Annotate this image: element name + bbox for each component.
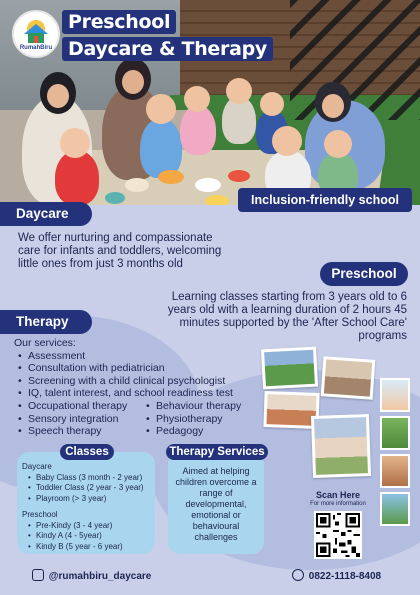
class-item: • Playroom (> 3 year) [22,494,154,505]
page-title [62,10,273,64]
qr-code[interactable] [314,511,362,559]
instagram-icon [32,569,44,581]
class-item: • Kindy B (5 year - 6 year) [22,542,154,553]
services-intro: Our services: [14,337,76,349]
class-item: • Baby Class (3 month - 2 year) [22,473,154,484]
classes-heading: Classes [60,444,114,460]
therapy-services-description: Aimed at helping children overcome a range of developmental, emotional or behavioural challenges [175,466,257,542]
service-item: • Consultation with pediatrician [14,362,284,375]
qr-title: Scan Here [315,490,361,500]
photo-classroom [261,347,318,390]
class-item: • Kindy A (4 - 5year) [22,531,154,542]
inclusion-badge: Inclusion-friendly school [238,188,412,212]
qr-code-icon [316,513,360,557]
therapy-services-heading: Therapy Services [166,444,268,460]
therapy-heading: Therapy [0,310,92,334]
service-item: • Behaviour therapy [142,400,241,413]
service-item: • Speech therapy [14,425,142,438]
daycare-heading: Daycare [0,202,92,226]
qr-subtitle: For more information [310,501,366,507]
whatsapp-text: 0822-1118-8408 [308,571,382,582]
class-item: • Pre-Kindy (3 - 4 year) [22,521,154,532]
photo-playing [321,356,376,400]
class-item: • Toddler Class (2 year - 3 year) [22,483,154,494]
preschool-description: Learning classes starting from 3 years old to 6 years old with a learning duration of 2 hours 45 minutes supported by the 'After School Care' programs [167,291,407,342]
therapy-services-list [14,337,284,438]
service-item: • Occupational therapy [14,400,142,413]
service-item: • Screening with a child clinical psychologist [14,375,284,388]
whatsapp-icon [292,569,304,581]
logo-text: RumahBiru [19,44,53,51]
service-item: • Pedagogy [142,425,241,438]
classes-daycare-title: Daycare [22,462,52,471]
instagram-handle[interactable] [32,569,151,582]
service-item: • Assessment [14,350,284,363]
house-sun-icon [19,18,53,44]
rumahbiru-logo [12,10,60,58]
preschool-heading: Preschool [320,262,408,286]
service-item: • Physiotherapy [142,413,241,426]
classes-list [22,462,154,552]
whatsapp-number[interactable] [292,569,381,582]
service-item: • IQ, talent interest, and school readiness test [14,387,284,400]
title-line-1: Preschool [62,10,176,34]
photo-group [311,414,371,478]
title-line-2: Daycare & Therapy [62,37,273,61]
instagram-text: @rumahbiru_daycare [48,571,152,582]
classes-preschool-title: Preschool [22,510,58,519]
daycare-description: We offer nurturing and compassionate care for infants and toddlers, welcoming little ones from just 3 months old [18,232,222,270]
photo-strip [380,378,410,528]
service-item: • Sensory integration [14,413,142,426]
